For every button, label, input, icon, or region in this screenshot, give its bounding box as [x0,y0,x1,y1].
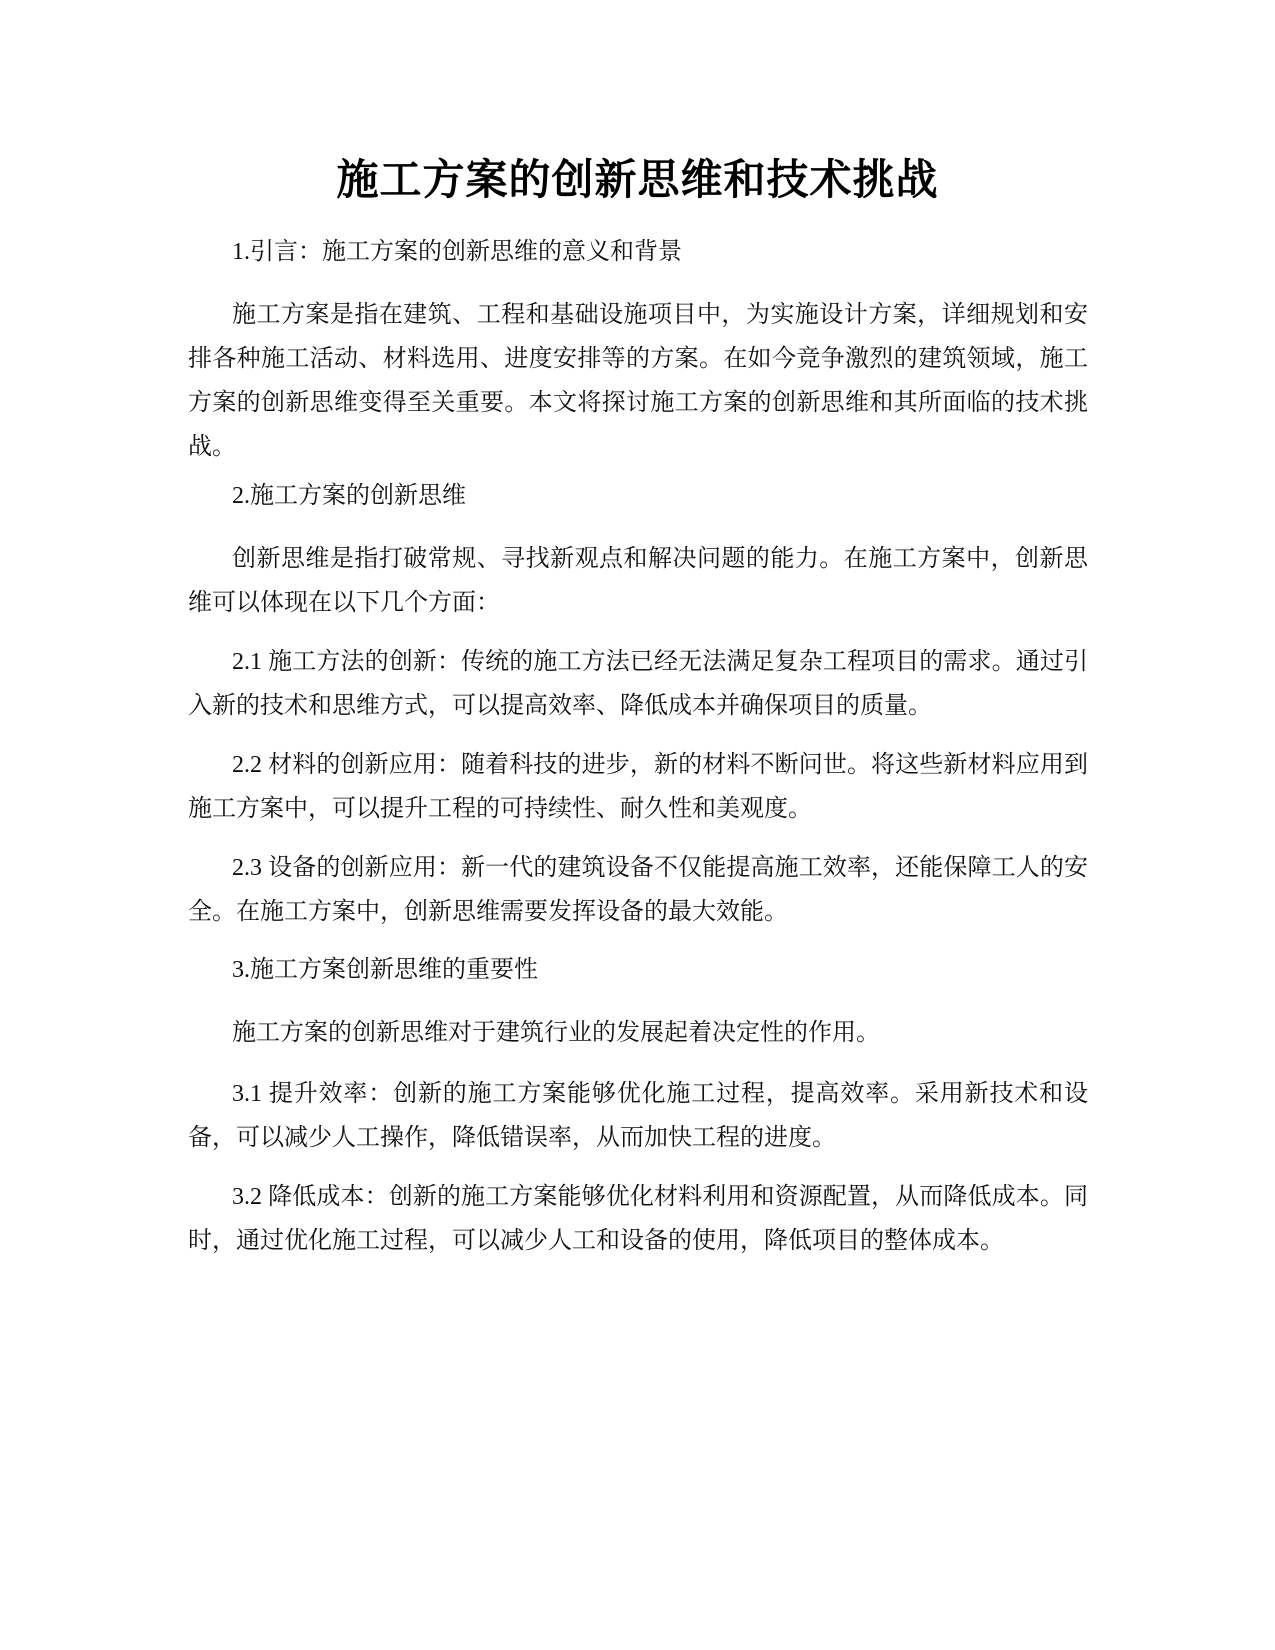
section-heading-introduction: 1.引言：施工方案的创新思维的意义和背景 [232,239,682,265]
paragraph-2-2-materials: 2.2 材料的创新应用：随着科技的进步，新的材料不断问世。将这些新材料应用到施工方案中，可以提升工程的可持续性、耐久性和美观度。 [188,752,1088,822]
paragraph-importance-intro: 施工方案的创新思维对于建筑行业的发展起着决定性的作用。 [232,1020,880,1046]
paragraph-definition: 施工方案是指在建筑、工程和基础设施项目中，为实施设计方案，详细规划和安排各种施工活动、材料选用、进度安排等的方案。在如今竞争激烈的建筑领域，施工方案的创新思维变得至关重要。本文将探讨施工方案的创新思维和其所面临的技术挑战。 [188,302,1088,460]
paragraph-3-2-cost: 3.2 降低成本：创新的施工方案能够优化材料利用和资源配置，从而降低成本。同时，通过优化施工过程，可以减少人工和设备的使用，降低项目的整体成本。 [188,1184,1088,1254]
paragraph-2-3-equipment: 2.3 设备的创新应用：新一代的建筑设备不仅能提高施工效率，还能保障工人的安全。在施工方案中，创新思维需要发挥设备的最大效能。 [188,855,1088,925]
paragraph-3-1-efficiency: 3.1 提升效率：创新的施工方案能够优化施工过程，提高效率。采用新技术和设备，可以减少人工操作，降低错误率，从而加快工程的进度。 [188,1081,1088,1151]
paragraph-2-1-construction-methods: 2.1 施工方法的创新：传统的施工方法已经无法满足复杂工程项目的需求。通过引入新的技术和思维方式，可以提高效率、降低成本并确保项目的质量。 [188,649,1088,719]
section-heading-importance: 3.施工方案创新思维的重要性 [232,957,538,983]
paragraph-innovative-thinking-intro: 创新思维是指打破常规、寻找新观点和解决问题的能力。在施工方案中，创新思维可以体现在以下几个方面： [188,546,1088,616]
document-title: 施工方案的创新思维和技术挑战 [336,155,939,204]
section-heading-innovative-thinking: 2.施工方案的创新思维 [232,483,466,509]
